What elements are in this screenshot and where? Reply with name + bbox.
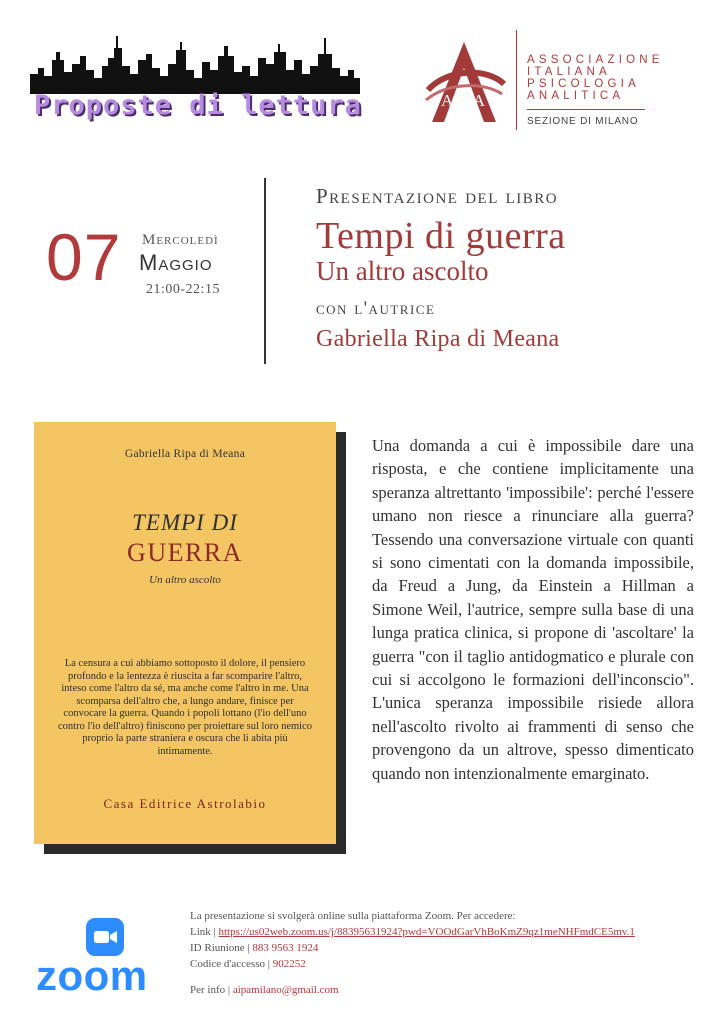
cover-blurb: La censura a cui abbiamo sottoposto il dolore, il pensiero profondo e la lentezza è riuscita a far scomparire l'altro, inteso come l'altro da sé, ma anche come l'altro in me. Una scomparsa dell'altro che, a lungo andare, finisce per convocare la guerra. Quando i popoli lottano (l'io dell'uno contro l'io dell'altro) finiscono per proiettare sul loro nemico proprio la parte straniera e oscura che li abita più intimamente. bbox=[58, 658, 312, 757]
author-name: Gabriella Ripa di Meana bbox=[316, 326, 560, 352]
association-name bbox=[527, 54, 717, 127]
association-rule bbox=[527, 109, 645, 110]
zoom-link[interactable]: https://us02web.zoom.us/j/88395631924?pwd=VOOdGarVhBoKmZ9qz1meNHFmdCE5mv.1 bbox=[218, 926, 635, 938]
association-line: ITALIANA bbox=[527, 66, 611, 78]
meeting-id-label: ID Riunione | bbox=[190, 942, 253, 954]
access-info bbox=[190, 908, 710, 998]
event-label: Presentazione del libro bbox=[316, 184, 559, 208]
book-title: Tempi di guerra bbox=[316, 215, 566, 257]
passcode-row bbox=[190, 956, 710, 972]
event-time: 21:00-22:15 bbox=[146, 282, 220, 297]
association-line: ASSOCIAZIONE bbox=[527, 54, 664, 66]
zoom-camera-icon bbox=[86, 918, 124, 956]
info-row bbox=[190, 982, 710, 998]
aipa-logo bbox=[418, 38, 510, 126]
association-line: ANALITICA bbox=[527, 90, 625, 102]
cover-title-line1: TEMPI DI bbox=[132, 510, 238, 535]
passcode-label: Codice d'accesso | bbox=[190, 958, 273, 970]
date-divider bbox=[264, 178, 266, 364]
passcode: 902252 bbox=[272, 958, 306, 970]
series-title: Proposte di lettura bbox=[34, 90, 362, 121]
with-author-label: con l'autrice bbox=[316, 298, 436, 319]
meeting-id: 883 9563 1924 bbox=[252, 942, 319, 954]
event-month: Maggio bbox=[139, 250, 213, 275]
cover-title-line2: GUERRA bbox=[127, 538, 243, 567]
association-section: SEZIONE DI MILANO bbox=[527, 116, 639, 127]
info-email-link[interactable]: aipamilano@gmail.com bbox=[232, 984, 339, 996]
book-description: Una domanda a cui è impossibile dare una risposta, e che contiene implicitamente una speranza altrettanto 'impossibile': perché l'essere umano non riesce a rinunciare alla guerra? Tessendo una conversazione virtuale con quanti si sono cimentati con la domanda impossibile, da Freud a Jung, da Einstein a Hillman a Simone Weil, l'autrice, sempre sulla base di una lunga pratica clinica, si propone di 'ascoltare' la guerra "con il taglio antidogmatico e plurale con cui si accolgono le formazioni dell'inconscio". L'unica speranza impossibile risiede allora nell'ascolto rivolto ai frammenti di senso che provengono da un altrove, spesso dimenticato quando non intenzionalmente emarginato. bbox=[372, 436, 694, 783]
event-weekday: Mercoledì bbox=[142, 232, 219, 248]
book-cover bbox=[34, 422, 336, 844]
zoom-link-row bbox=[190, 924, 710, 940]
city-skyline-graphic bbox=[30, 30, 360, 94]
cover-author: Gabriella Ripa di Meana bbox=[124, 448, 246, 460]
aipa-logo-text: AIPA bbox=[440, 91, 488, 110]
cover-publisher: Casa Editrice Astrolabio bbox=[103, 796, 267, 811]
event-day: 07 bbox=[46, 220, 122, 294]
access-intro: La presentazione si svolgerà online sulla piattaforma Zoom. Per accedere: bbox=[190, 910, 516, 922]
zoom-wordmark: zoom bbox=[36, 952, 148, 999]
association-line: PSICOLOGIA bbox=[527, 78, 640, 90]
zoom-link-label: Link | bbox=[190, 926, 219, 938]
cover-subtitle: Un altro ascolto bbox=[149, 574, 221, 586]
meeting-id-row bbox=[190, 940, 710, 956]
info-label: Per info | bbox=[190, 984, 233, 996]
header-divider bbox=[516, 30, 517, 130]
book-subtitle: Un altro ascolto bbox=[316, 256, 489, 286]
